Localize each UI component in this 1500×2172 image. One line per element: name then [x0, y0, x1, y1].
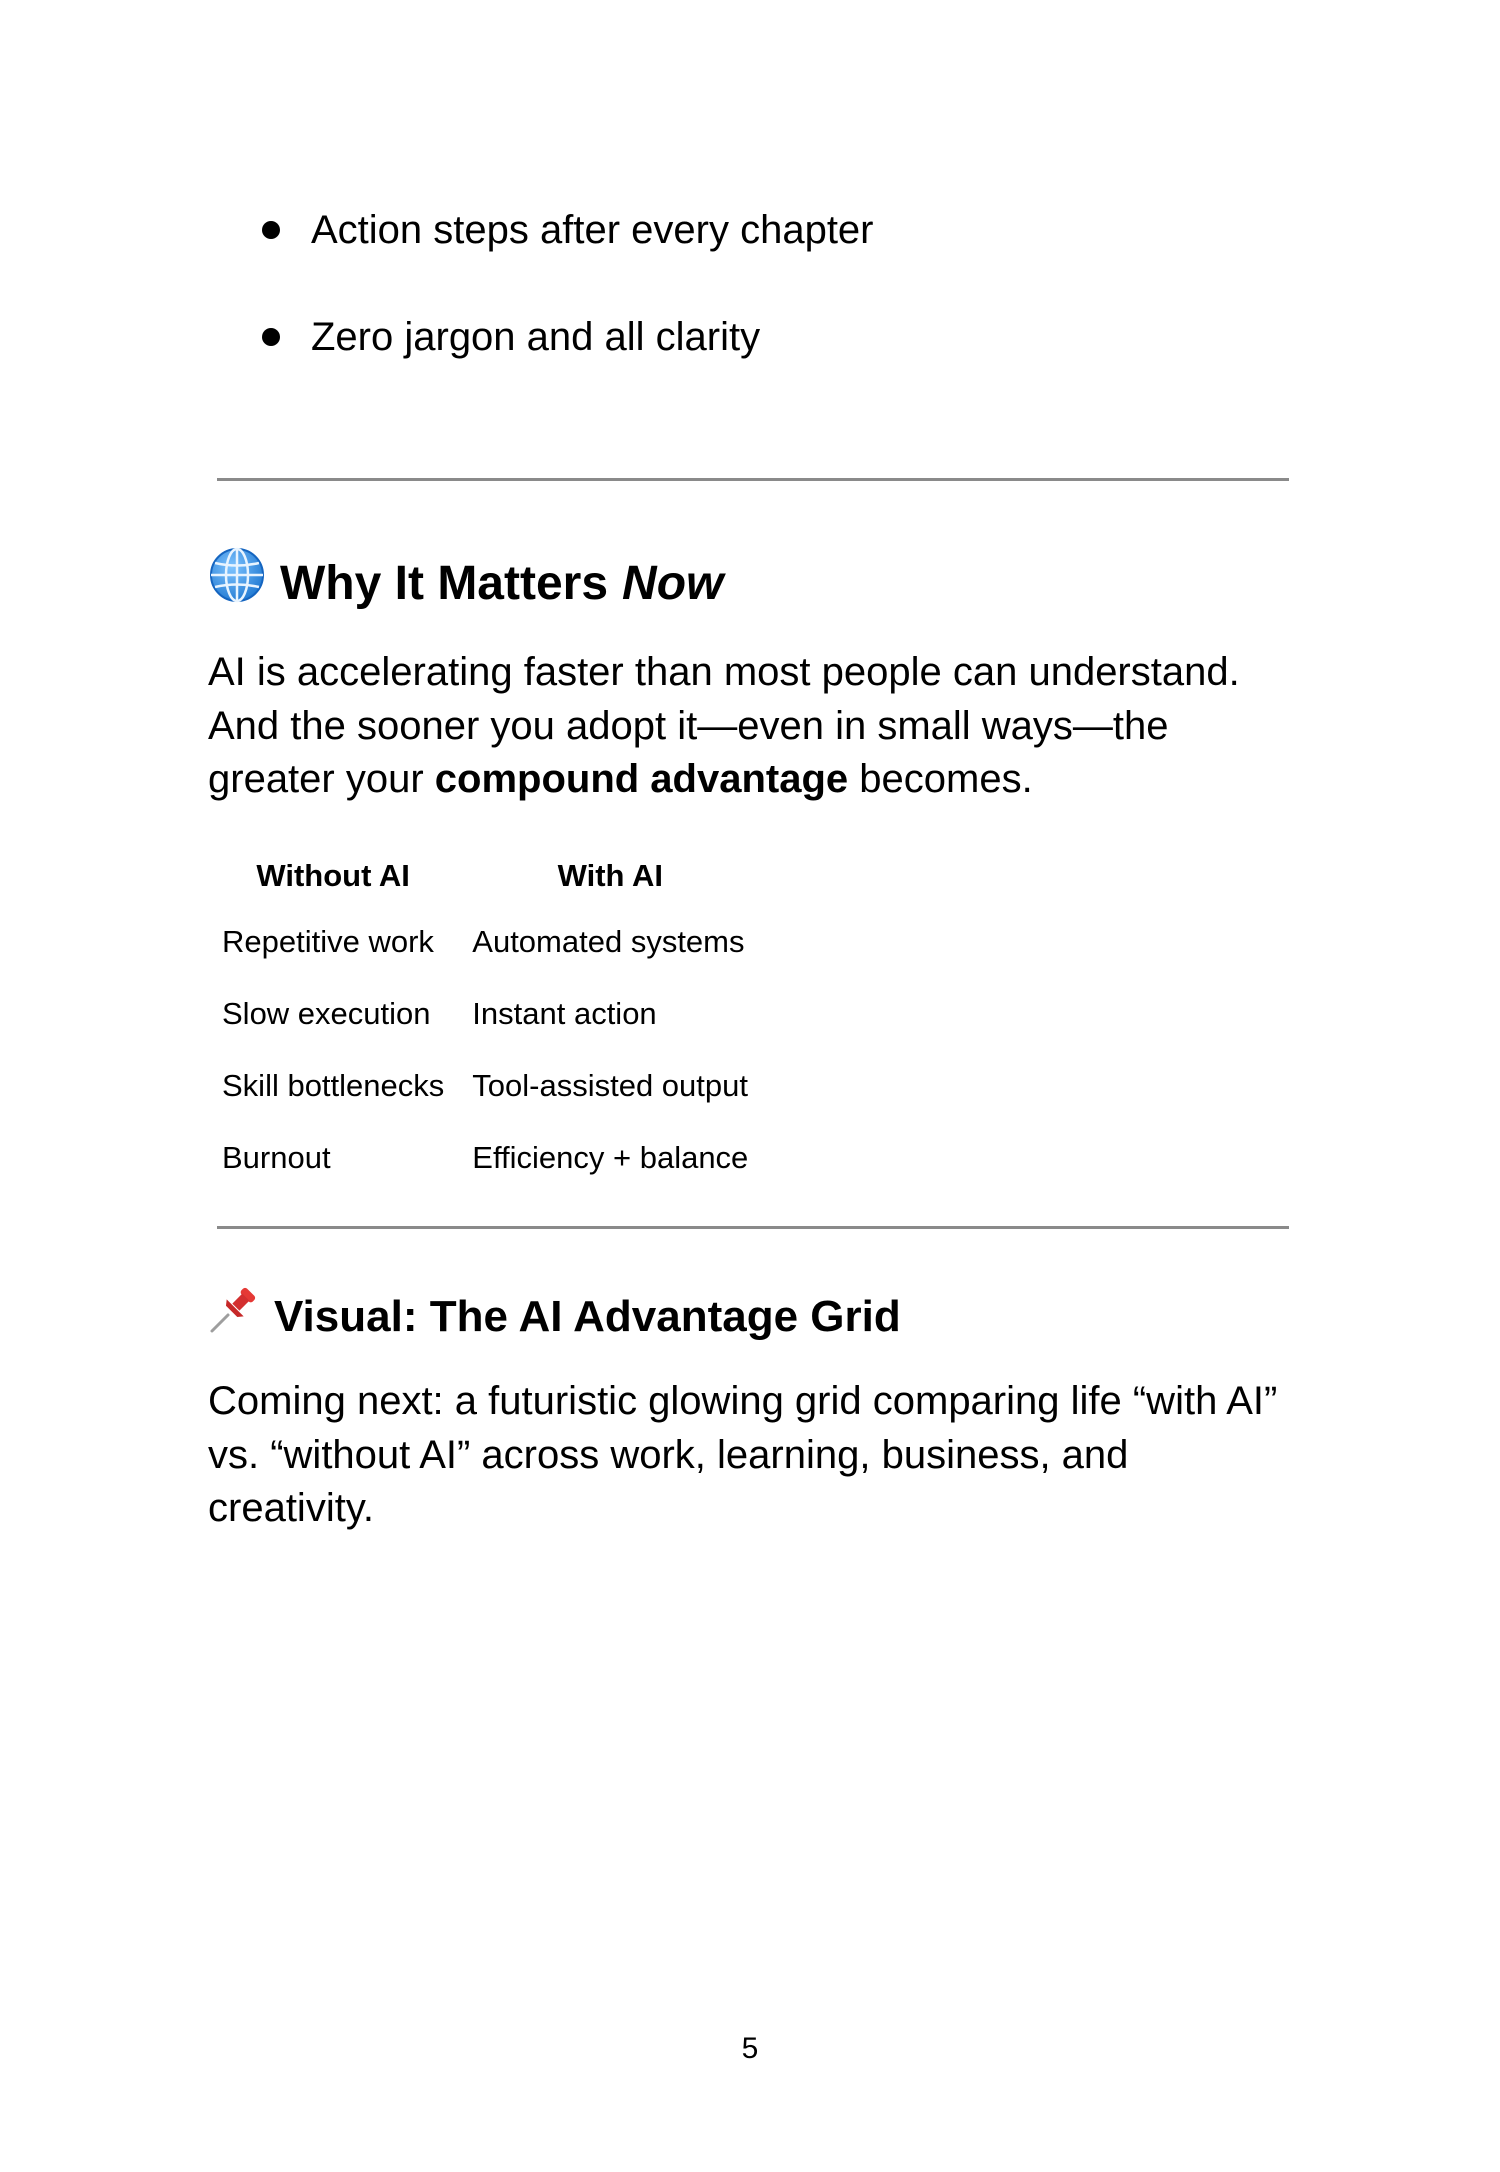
table-cell: Skill bottlenecks [222, 1068, 445, 1103]
bullet-icon [262, 328, 280, 346]
bullet-text: Zero jargon and all clarity [311, 315, 761, 359]
column-header: Without AI [256, 858, 410, 893]
table-cell: Tool-assisted output [472, 1068, 748, 1103]
heading-text: Visual: The AI Advantage Grid [274, 1292, 901, 1341]
table-row [208, 906, 762, 978]
table-cell: Burnout [222, 1140, 331, 1175]
heading-text: Why It Matters [280, 556, 609, 610]
table-row [208, 978, 762, 1050]
heading-emphasis: Now [622, 556, 724, 610]
horizontal-divider [217, 478, 1289, 481]
section-heading-visual [208, 1283, 901, 1351]
column-header: With AI [557, 858, 663, 893]
visual-paragraph: Coming next: a futuristic glowing grid comparing life “with AI” vs. “without AI” across work, learning, business, and creativity. [208, 1379, 1278, 1530]
table-cell: Slow execution [222, 996, 431, 1031]
table-cell: Automated systems [472, 924, 745, 959]
paragraph-text: becomes. [848, 757, 1033, 801]
list-item [256, 200, 874, 260]
globe-icon [208, 546, 266, 621]
list-item [256, 307, 874, 367]
comparison-table [208, 846, 762, 1194]
page-number: 5 [741, 2032, 759, 2065]
bullet-text: Action steps after every chapter [311, 208, 874, 252]
paragraph-bold: compound advantage [434, 757, 849, 801]
bullet-icon [262, 221, 280, 239]
table-row [208, 1050, 762, 1122]
horizontal-divider [217, 1226, 1289, 1229]
table-header-row [208, 846, 762, 906]
section-heading-why [208, 546, 723, 621]
paragraph-text: AI is accelerating faster than most people can understand. And the sooner you adopt it—even in small ways—the greater your [208, 650, 1240, 801]
bullet-list [256, 200, 874, 414]
why-paragraph [208, 646, 1298, 807]
table-row [208, 1122, 762, 1194]
table-cell: Repetitive work [222, 924, 434, 959]
table-cell: Instant action [472, 996, 657, 1031]
pushpin-icon [208, 1283, 260, 1351]
table-cell: Efficiency + balance [472, 1140, 749, 1175]
